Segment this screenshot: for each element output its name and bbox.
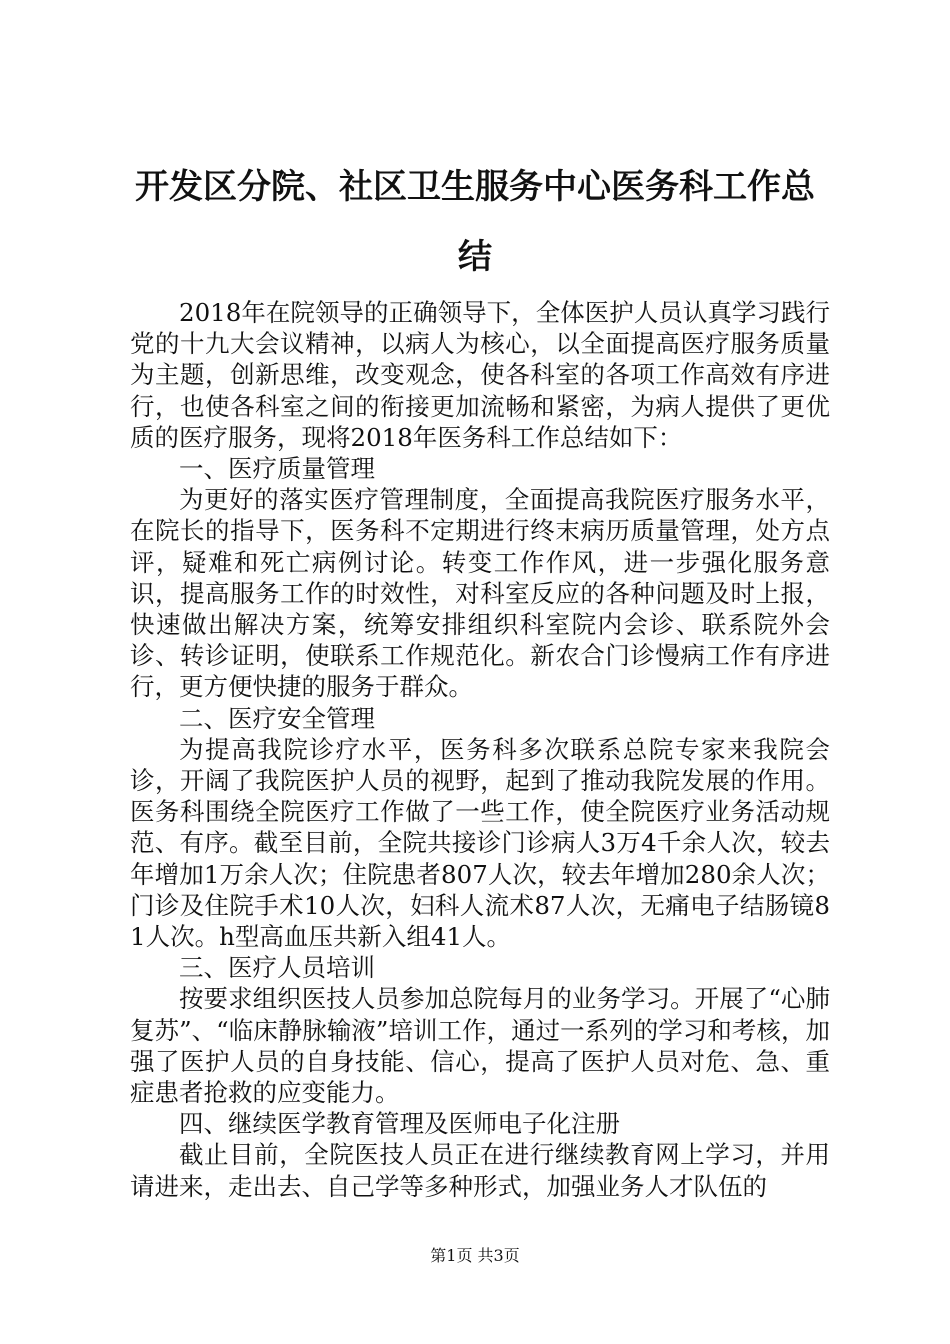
section-heading-training: 三、医疗人员培训	[179, 953, 375, 983]
section-heading-safety: 二、医疗安全管理	[179, 703, 375, 733]
paragraph-education: 截止目前，全院医技人员正在进行继续教育网上学习，并用请进来，走出去、自己学等多种形式，加强业务人才队伍的	[130, 1140, 830, 1201]
page-footer: 第1页 共3页	[430, 1246, 520, 1265]
document-title: 开发区分院、社区卫生服务中心医务科工作总结	[135, 167, 815, 277]
section-heading-quality: 一、医疗质量管理	[179, 454, 375, 484]
paragraph-quality: 为更好的落实医疗管理制度，全面提高我院医疗服务水平，在院长的指导下，医务科不定期进行终末病历质量管理，处方点评，疑难和死亡病例讨论。转变工作作风，进一步强化服务意识，提高服务工作的时效性，对科室反应的各种问题及时上报，快速做出解决方案，统筹安排组织科室院内会诊、联系院外会诊、转诊证明，使联系工作规范化。新农合门诊慢病工作有序进行，更方便快捷的服务于群众。	[130, 485, 830, 702]
section-heading-education: 四、继续医学教育管理及医师电子化注册	[179, 1109, 620, 1139]
paragraph-safety: 为提高我院诊疗水平，医务科多次联系总院专家来我院会诊，开阔了我院医护人员的视野，起到了推动我院发展的作用。医务科围绕全院医疗工作做了一些工作，使全院医疗业务活动规范、有序。截至目前，全院共接诊门诊病人3万4千余人次，较去年增加1万余人次；住院患者807人次，较去年增加280余人次；门诊及住院手术10人次，妇科人流术87人次，无痛电子结肠镜81人次。h型高血压共新入组41人。	[130, 734, 830, 952]
paragraph-intro: 2018年在院领导的正确领导下，全体医护人员认真学习践行党的十九大会议精神，以病人为核心，以全面提高医疗服务质量为主题，创新思维，改变观念，使各科室的各项工作高效有序进行，也使各科室之间的衔接更加流畅和紧密，为病人提供了更优质的医疗服务，现将2018年医务科工作总结如下：	[130, 298, 830, 452]
paragraph-training: 按要求组织医技人员参加总院每月的业务学习。开展了“心肺复苏”、“临床静脉输液”培训工作，通过一系列的学习和考核，加强了医护人员的自身技能、信心，提高了医护人员对危、急、重症患者抢救的应变能力。	[130, 984, 830, 1108]
document-body	[130, 297, 830, 1202]
